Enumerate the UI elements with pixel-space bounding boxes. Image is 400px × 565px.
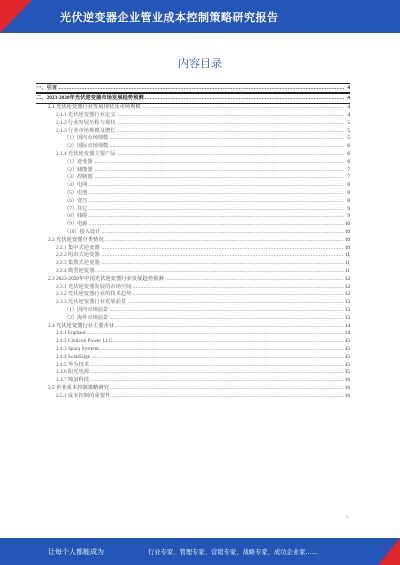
- toc-entry[interactable]: [36, 268, 350, 276]
- toc-leader-dots: [56, 354, 344, 362]
- toc-entry-page: 6: [347, 151, 350, 158]
- toc-entry[interactable]: [36, 276, 350, 284]
- toc-leader-dots: [56, 377, 344, 385]
- toc-leader-dots: [56, 362, 344, 370]
- footer-red-corner: [378, 538, 400, 565]
- toc-entry[interactable]: [36, 385, 350, 393]
- toc-entry-title: 2.4.1 Enphase: [56, 330, 86, 337]
- toc-entry-title: 2.2.3 集散式逆变器: [56, 260, 100, 267]
- toc-entry[interactable]: [36, 237, 350, 245]
- toc-entry[interactable]: [36, 377, 350, 385]
- toc-entry-page: 12: [344, 275, 350, 282]
- toc-entry-title: 2.3 2023-2028年中国光伏逆变器行业发展趋势预测: [48, 275, 164, 282]
- toc-entry-page: 13: [344, 307, 350, 313]
- toc-leader-dots: [64, 206, 344, 214]
- toc-entry[interactable]: [36, 369, 350, 377]
- toc-entry-title: 2.2.4 微型逆变器: [56, 268, 95, 275]
- toc-entry-title: 2.1 光伏逆变器行业发展现状及市场规模: [48, 104, 141, 111]
- toc-entry[interactable]: [36, 120, 350, 128]
- header-red-corner: [0, 0, 32, 33]
- toc-entry-page: 10: [344, 229, 350, 236]
- toc-entry-page: 15: [344, 338, 350, 345]
- toc-entry[interactable]: [36, 260, 350, 268]
- toc-entry-page: 11: [344, 260, 350, 267]
- toc-entry-page: 7: [347, 174, 350, 181]
- toc-leader-dots: [64, 167, 344, 175]
- toc-entry-page: 9: [347, 205, 350, 212]
- toc-entry-title: 2.2.2 组串式逆变器: [56, 252, 100, 259]
- toc-entry-title: 2.1.4 光伏逆变器主要产品: [56, 151, 116, 158]
- toc-entry[interactable]: [36, 346, 350, 354]
- toc-leader-dots: [64, 159, 344, 167]
- toc-entry-page: 13: [344, 299, 350, 306]
- toc-leader-dots: [64, 221, 344, 229]
- toc-entry-title: 2.5.1 成本控制的重要性: [56, 392, 111, 399]
- toc-entry-title: 二、2023-2028年光伏逆变器市场发展趋势预测: [36, 95, 144, 102]
- toc-entry[interactable]: [36, 104, 350, 112]
- toc-leader-dots: [56, 330, 344, 338]
- toc-entry-page: 10: [344, 244, 350, 251]
- toc-entry-page: 5: [347, 135, 350, 142]
- toc-entry-title: 2.3.1 光伏逆变器发展的市场空间: [56, 283, 132, 290]
- toc-heading: 内容目录: [178, 57, 222, 70]
- toc-entry-title: 2.4.2 Chilicon Power LLC: [56, 338, 113, 345]
- toc-entry-page: 4: [347, 112, 350, 119]
- toc-entry-title: 2.4 光伏逆变器行业主要企业: [48, 322, 115, 329]
- toc-entry[interactable]: [36, 323, 350, 331]
- toc-entry-page: 7: [347, 166, 350, 173]
- toc-entry-page: 5: [347, 127, 350, 134]
- toc-leader-dots: [64, 190, 344, 198]
- footer-slogan-left: 让每个人都能成为: [48, 548, 104, 556]
- toc-entry-page: 6: [347, 143, 350, 150]
- toc-leader-dots: [36, 84, 344, 92]
- toc-leader-dots: [64, 229, 344, 237]
- toc-entry[interactable]: [36, 354, 350, 362]
- table-of-contents: [36, 82, 350, 401]
- toc-entry-page: 4: [347, 104, 350, 111]
- toc-entry[interactable]: [36, 182, 350, 190]
- toc-leader-dots: [64, 213, 344, 221]
- toc-entry-title: （2）储能器: [64, 166, 93, 173]
- toc-entry-title: （8）线缆: [64, 213, 88, 220]
- toc-entry-title: 2.4.4 SolarEdge: [56, 353, 90, 360]
- toc-entry-page: 14: [344, 330, 350, 337]
- toc-entry[interactable]: [36, 143, 350, 151]
- toc-entry-page: 15: [344, 361, 350, 368]
- toc-entry[interactable]: [36, 112, 350, 120]
- toc-leader-dots: [56, 369, 344, 377]
- toc-entry[interactable]: [36, 330, 350, 338]
- toc-entry-page: 15: [344, 345, 350, 352]
- toc-leader-dots: [64, 174, 344, 182]
- toc-entry-title: （2）国际市场规模: [64, 143, 109, 150]
- toc-entry-page: 8: [347, 182, 350, 189]
- toc-entry-title: （6）变压: [64, 197, 88, 204]
- toc-entry-page: 10: [344, 221, 350, 228]
- toc-entry-title: 2.3.3 光伏逆变器行业发展前景: [56, 299, 127, 306]
- page-number: 1: [346, 514, 348, 519]
- toc-entry-title: （1）国内市场前景: [64, 307, 109, 313]
- toc-leader-dots: [64, 182, 344, 190]
- toc-entry-title: （5）电池: [64, 190, 88, 197]
- toc-entry-page: 11: [344, 252, 350, 259]
- toc-entry-title: 2.4.3 Sparq Systems: [56, 345, 100, 352]
- toc-entry[interactable]: [36, 83, 350, 93]
- report-title: 光伏逆变器企业管业成本控制策略研究报告: [60, 12, 279, 24]
- toc-entry-title: 2.1.1 光伏逆变器行业定义: [56, 112, 116, 119]
- toc-entry-title: 2.4.7 锦浪科技: [56, 377, 90, 384]
- toc-entry-page: 6: [347, 158, 350, 165]
- toc-entry-page: 16: [344, 377, 350, 384]
- toc-entry[interactable]: [36, 315, 350, 323]
- toc-entry-title: 2.3.2 光伏逆变器行业的技术趋势: [56, 291, 132, 298]
- toc-entry-title: （10）接入设计: [64, 229, 101, 236]
- toc-entry[interactable]: [36, 151, 350, 159]
- toc-entry[interactable]: [36, 221, 350, 229]
- toc-entry-title: 2.2.1 集中式逆变器: [56, 244, 100, 251]
- toc-entry[interactable]: [36, 299, 350, 307]
- toc-entry-title: （2）海外市场前景: [64, 314, 109, 321]
- toc-leader-dots: [56, 268, 344, 276]
- toc-entry-page: 8: [347, 197, 350, 204]
- toc-entry-page: 12: [344, 283, 350, 290]
- toc-entry-title: 2.5 企业成本控制策略研究: [48, 384, 109, 391]
- toc-leader-dots: [64, 198, 344, 206]
- toc-entry-page: 8: [347, 190, 350, 197]
- toc-entry-page: 15: [344, 369, 350, 376]
- toc-entry[interactable]: [36, 190, 350, 198]
- toc-entry-title: 一、引言: [36, 84, 58, 91]
- toc-entry-title: 2.1.3 行业市场规模及增长: [56, 127, 116, 134]
- toc-entry-page: 11: [344, 268, 350, 275]
- toc-entry-page: 16: [344, 392, 350, 399]
- toc-entry[interactable]: [36, 338, 350, 346]
- toc-entry-page: 15: [344, 353, 350, 360]
- toc-entry-title: 2.4.6 阳光电源: [56, 369, 90, 376]
- toc-entry[interactable]: [36, 393, 350, 401]
- toc-entry[interactable]: [36, 159, 350, 167]
- toc-entry-title: （1）国内市场规模: [64, 135, 109, 142]
- toc-entry-title: 2.4.5 华为技术: [56, 361, 90, 368]
- toc-entry-page: 9: [347, 213, 350, 220]
- toc-entry[interactable]: [36, 229, 350, 237]
- toc-entry-page: 5: [347, 119, 350, 126]
- toc-entry-title: （1）逆变器: [64, 158, 93, 165]
- toc-entry[interactable]: [36, 307, 350, 315]
- toc-entry-page: 4: [347, 95, 350, 102]
- toc-entry-page: 14: [344, 322, 350, 329]
- toc-entry-title: （3）控制器: [64, 174, 93, 181]
- toc-entry-page: 13: [344, 314, 350, 321]
- toc-entry-page: 10: [344, 236, 350, 243]
- toc-entry-title: （9）电源: [64, 221, 88, 228]
- toc-entry-title: （7）其它: [64, 205, 88, 212]
- toc-entry[interactable]: [36, 198, 350, 206]
- footer-slogan-right: 行业专家、管理专家、营销专家、战略专家、成功企业家……: [148, 549, 319, 556]
- toc-entry-page: 4: [347, 84, 350, 91]
- toc-entry[interactable]: [36, 93, 350, 103]
- toc-entry-title: 2.2 光伏逆变器分类情况: [48, 236, 104, 243]
- toc-entry-title: （4）电网: [64, 182, 88, 189]
- toc-entry-page: 12: [344, 291, 350, 298]
- toc-entry-page: 16: [344, 384, 350, 391]
- toc-entry-title: 2.1.2 行业发展历程与现状: [56, 119, 116, 126]
